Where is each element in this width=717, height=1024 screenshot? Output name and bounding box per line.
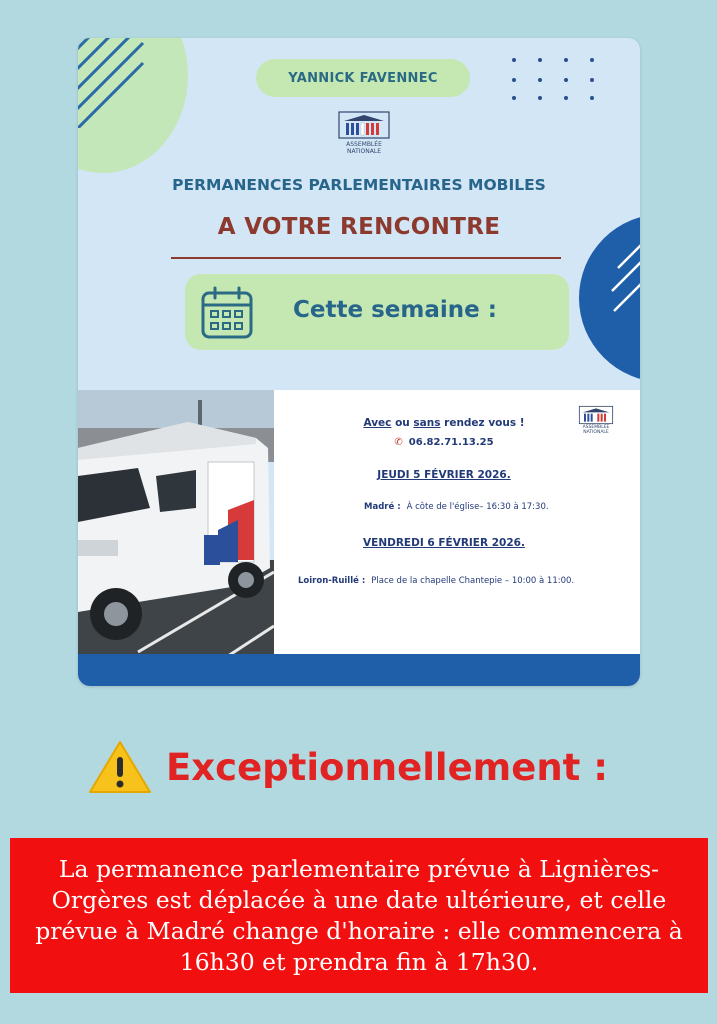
- day-date: JEUDI 5 FÉVRIER 2026.: [377, 469, 511, 481]
- campervan-photo: [78, 390, 274, 656]
- phone-icon: ✆: [394, 437, 403, 448]
- appointment-line: [274, 417, 614, 429]
- warning-icon: [88, 739, 152, 795]
- logo-label: ASSEMBLÉE NATIONALE: [346, 141, 382, 155]
- slot-details: À côte de l'église– 16:30 à 17:30.: [406, 502, 549, 512]
- title-divider: [171, 257, 561, 259]
- schedule-panel: [274, 390, 640, 654]
- phone-number: 06.82.71.13.25: [408, 437, 494, 448]
- day-date: VENDREDI 6 FÉVRIER 2026.: [363, 537, 525, 549]
- calendar-icon: [199, 285, 255, 341]
- slot-line: [364, 502, 549, 512]
- week-label: Cette semaine :: [293, 297, 497, 323]
- decorative-dots: [510, 56, 610, 106]
- alert-notice-box: [10, 838, 708, 993]
- assemblee-nationale-logo: [336, 110, 392, 158]
- title-permanences: PERMANENCES PARLEMENTAIRES MOBILES: [172, 176, 546, 194]
- slot-line: [298, 576, 574, 586]
- decorative-stripes: [78, 38, 158, 128]
- slot-details: Place de la chapelle Chantepie – 10:00 à 11:00.: [371, 576, 575, 586]
- slot-town: Madré :: [364, 502, 401, 512]
- appointment-sans: sans: [413, 417, 441, 429]
- deputy-name-pill: YANNICK FAVENNEC: [256, 59, 470, 97]
- poster-card: [78, 38, 640, 686]
- week-pill: [185, 274, 569, 350]
- slot-town: Loiron-Ruillé :: [298, 576, 366, 586]
- alert-heading: Exceptionnellement :: [166, 745, 609, 789]
- title-rencontre: A VOTRE RENCONTRE: [217, 214, 501, 240]
- assemblee-building-icon: [338, 110, 390, 140]
- card-bottom-bar: [78, 654, 640, 686]
- appointment-suffix: rendez vous !: [444, 417, 525, 429]
- logo-label-small: ASSEMBLÉE NATIONALE: [582, 425, 610, 435]
- appointment-or: ou: [395, 417, 410, 429]
- appointment-prefix: Avec: [363, 417, 392, 429]
- alert-message: La permanence parlementaire prévue à Lignières-Orgères est déplacée à une date ultérieure, et celle prévue à Madré change d'horaire : elle commencera à 16h30 et prendra fin à 17h30.: [35, 854, 683, 976]
- phone-line: [274, 437, 614, 448]
- alert-heading-row: [88, 738, 648, 796]
